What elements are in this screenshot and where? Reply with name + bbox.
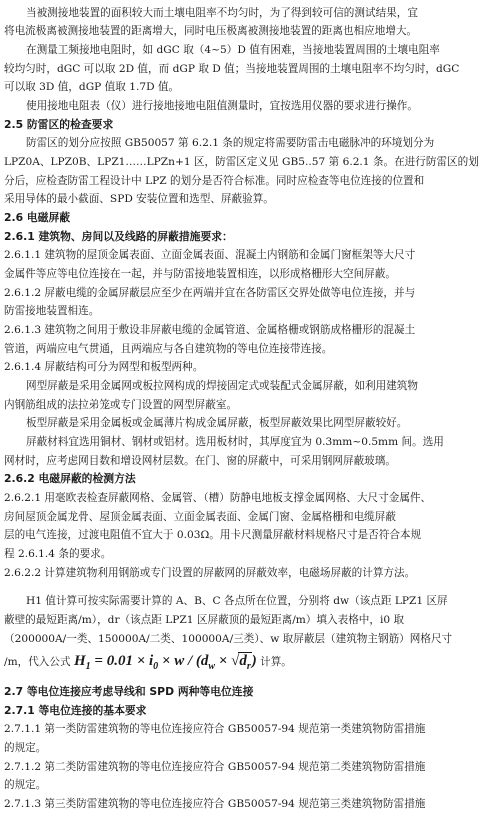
section-heading: 2.7 等电位连接应考虑导线和 SPD 两种等电位连接: [4, 685, 254, 698]
paragraph-line: 层的电气连接，过渡电阻值不宜大于 0.03Ω。用卡尺测量屏蔽材料规格尺寸是否符合本规: [4, 529, 422, 541]
subsection-heading: 2.7.1 等电位连接的基本要求: [4, 704, 147, 717]
paragraph-line: 2.7.1.1 第一类防雷建筑物的等电位连接应符合 GB50057-94 规范第一类建筑物防雷措施: [4, 723, 426, 735]
paragraph-line: 屏蔽材料宜选用铜材、钢材或铝材。选用板材时，其厚度宜为 0.3mm~0.5mm 间。选用: [26, 436, 444, 448]
paragraph-line: 内钢筋组成的法拉弟笼或专门设置的网型屏蔽室。: [4, 399, 238, 411]
subsection-heading: 2.6.2 电磁屏蔽的检测方法: [4, 472, 136, 485]
paragraph-line: 金属件等应等电位连接在一起，并与防雷接地装置相连，以形成格栅形大空间屏蔽。: [4, 268, 396, 280]
paragraph-line: 2.6.2.1 用毫欧表检查屏蔽网格、金属管、（槽）防静电地板支撑金属网格、大尺寸金属件、: [4, 492, 432, 504]
paragraph-line: 2.6.2.2 计算建筑物利用钢筋或专门设置的屏蔽网的屏蔽效率，电磁场屏蔽的计算方法。: [4, 567, 416, 579]
paragraph-line: 管道，两端应电气贯通，且两端应与各自建筑物的等电位连接带连接。: [4, 343, 333, 355]
shielding-formula: [4, 650, 496, 672]
paragraph-line: 2.6.1.1 建筑物的屋顶金属表面、立面金属表面、混凝土内钢筋和金属门窗框架等大尺寸: [4, 249, 416, 261]
paragraph-line: 采用导体的最小截面、SPD 安装位置和选型、屏蔽验算。: [4, 193, 274, 205]
section-heading: 2.6 电磁屏蔽: [4, 211, 71, 224]
section-heading: 2.5 防雷区的检查要求: [4, 118, 114, 131]
paragraph-line: 2.7.1.2 第二类防雷建筑物的等电位连接应符合 GB50057-94 规范第二类建筑物防雷措施: [4, 761, 426, 773]
paragraph-line: 的规定。: [4, 779, 47, 791]
subsection-heading: 2.6.1 建筑物、房间以及线路的屏蔽措施要求：: [4, 230, 233, 243]
paragraph-line: 防雷区的划分应按照 GB50057 第 6.2.1 条的规定将需要防雷击电磁脉冲的环境划分为: [26, 137, 435, 149]
paragraph-line: 2.6.1.3 建筑物之间用于敷设非屏蔽电缆的金属管道、金属格栅或钢筋成格栅形的混凝土: [4, 324, 416, 336]
paragraph-line: 可以取 3D 值，dGP 值取 1.7D 值。: [4, 81, 180, 93]
paragraph-line: 板型屏蔽是采用金属板或金属薄片构成金属屏蔽，板型屏蔽效果比网型屏蔽较好。: [26, 417, 408, 429]
paragraph-line: 网型屏蔽是采用金属网或板拉网构成的焊接固定式或装配式金属屏蔽，如利用建筑物: [26, 380, 418, 392]
paragraph-line: 程 2.6.1.4 条的要求。: [4, 548, 112, 560]
paragraph-line: 使用接地电阻表（仪）进行接地接地电阻值测量时，宜按选用仪器的要求进行操作。: [26, 100, 418, 112]
formula-expression: $H_1 = 0.01 \times i_0 \times w / (d_w \times √d_r)$: [74, 653, 257, 669]
paragraph-line: 的规定。: [4, 742, 47, 754]
paragraph-line: 2.6.1.2 屏蔽电缆的金属屏蔽层应至少在两端并宜在各防雷区交界处做等电位连接，并与: [4, 287, 416, 299]
paragraph-line: 2.6.1.4 屏蔽结构可分为网型和板型两种。: [4, 361, 204, 373]
paragraph-line: LPZ0A、LPZ0B、LPZ1……LPZn+1 区，防雷区定义见 GB5..57 第 6.2.1 条。在进行防雷区的划: [4, 156, 479, 168]
paragraph-line: H1 值计算可按实际需要计算的 A、B、C 各点所在位置，分别将 dw（该点距 LPZ1 区屏: [26, 595, 448, 607]
paragraph-line: 防雷接地装置相连。: [4, 305, 100, 317]
paragraph-line: 分后，应检查防雷工程设计中 LPZ 的划分是否符合标准。同时应检查等电位连接的位置和: [4, 175, 425, 187]
paragraph-line: 网材时，应考虑网目数和增设网材层数。在门、窗的屏蔽中，可采用钢网屏蔽玻璃。: [4, 455, 396, 467]
paragraph-line: 2.7.1.3 第三类防雷建筑物的等电位连接应符合 GB50057-94 规范第三类建筑物防雷措施: [4, 798, 426, 810]
paragraph-line: 蔽壁的最短距离/m），dr（该点距 LPZ1 区屏蔽顶的最短距离/m）填入表格中，i0 取: [4, 614, 405, 626]
paragraph-line: 房间屋顶金属龙骨、屋顶金属表面、立面金属表面、金属门窗、金属格栅和电缆屏蔽: [4, 511, 396, 523]
paragraph-line: 当被测接地装置的面积较大而土壤电阻率不均匀时，为了得到较可信的测试结果，宜: [26, 7, 418, 19]
paragraph-line: （200000A/一类、150000A/二类、100000A/三类）、w 取屏蔽层（建筑物主钢筋）网格尺寸: [4, 633, 453, 645]
paragraph-line: 在测量工频接地电阻时，如 dGC 取（4~5）D 值有困难，当接地装置周围的土壤电阻率: [26, 44, 440, 56]
paragraph-line: 将电流极离被测接地装置的距离增大，同时电压极离被测接地装置的距离也相应地增大。: [4, 25, 418, 37]
paragraph-line: 较均匀时，dGC 可以取 2D 值，而 dGP 取 D 值；当接地装置周围的土壤电阻率不均匀时，dGC: [4, 63, 460, 75]
formula-suffix: 计算。: [260, 656, 292, 668]
formula-prefix: /m，代入公式: [4, 656, 71, 668]
